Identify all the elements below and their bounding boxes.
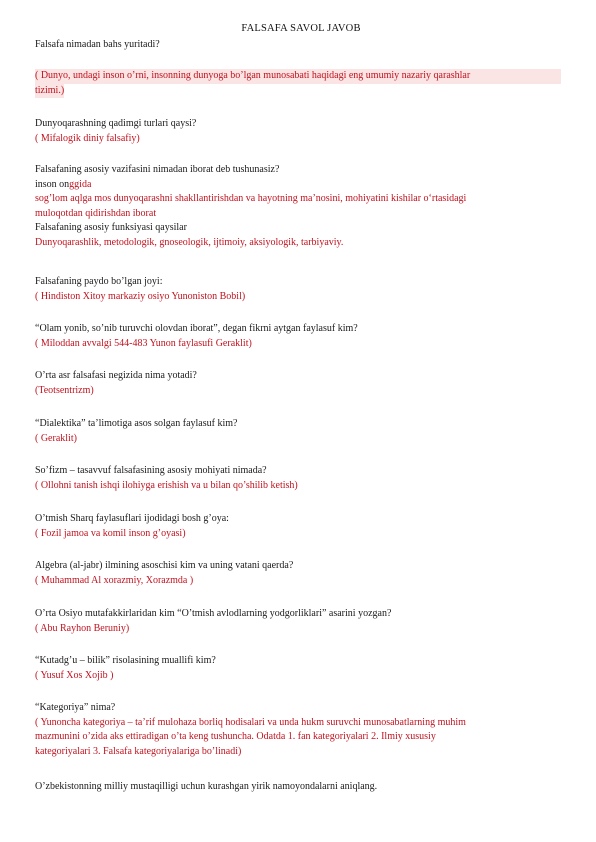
answer-text: tizimi.): [35, 84, 64, 99]
qa-item-10: [35, 512, 561, 541]
question-text: “Olam yonib, so’nib turuvchi olovdan iborat”, degan fikrni aytgan faylasuf kim?: [35, 323, 358, 334]
question-text: O’rta asr falsafasi negizida nima yotadi?: [35, 370, 197, 381]
qa-item-5: [35, 275, 561, 304]
answer-text: ( Abu Rayhon Beruniy): [35, 622, 130, 634]
qa-item-7: [35, 369, 561, 398]
qa-item-12: [35, 607, 561, 636]
question-text: “Dialektika” ta’limotiga asos solgan faylasuf kim?: [35, 418, 238, 429]
answer-text: Dunyoqarashlik, metodologik, gnoseologik, ijtimoiy, aksiyologik, tarbiyaviy.: [35, 236, 344, 248]
question-text: Falsafaning asosiy vazifasini nimadan iborat deb tushunasiz?: [35, 164, 280, 175]
answer-text: mazmunini o’zida aks ettiradigan o’ta keng tushuncha. Odatda 1. fan kategoriyalari 2. Ilmiy xususiy: [35, 731, 436, 742]
answer-text: ( Geraklit): [35, 432, 77, 444]
qa-item-13: [35, 654, 561, 683]
answer-text: ( Muhammad Al xorazmiy, Xorazmda ): [35, 574, 194, 586]
question-text: Falsafa nimadan bahs yuritadi?: [35, 39, 160, 50]
document-title: FALSAFA SAVOL JAVOB: [241, 23, 361, 34]
qa-item-14: [35, 701, 561, 759]
question-text: O’zbekistonning milliy mustaqilligi uchun kurashgan yirik namoyondalarni aniqlang.: [35, 781, 378, 792]
question-text: Falsafaning paydo bo’lgan joyi:: [35, 276, 163, 287]
qa-item-3: [35, 163, 561, 250]
qa-item-6: [35, 322, 561, 351]
qa-item-1-answer: [35, 69, 561, 98]
question-text: Dunyoqarashning qadimgi turlari qaysi?: [35, 118, 197, 129]
question-text: O’tmish Sharq faylasuflari ijodidagi bosh g’oya:: [35, 513, 229, 524]
qa-item-11: [35, 559, 561, 588]
answer-text: ( Fozil jamoa va komil inson g’oyasi): [35, 527, 186, 539]
qa-item-2: [35, 117, 561, 146]
answer-text: ggida: [69, 178, 92, 190]
answer-text: kategoriyalari 3. Falsafa kategoriyalariga bo’linadi): [35, 745, 242, 757]
answer-text: muloqotdan qidirishdan iborat: [35, 207, 157, 219]
answer-text: (Teotsentrizm): [35, 384, 94, 396]
answer-text: sog’lom aqlga mos dunyoqarashni shakllantirishdan va hayotning ma’nosini, mohiyatini kishilar oʻrtasidagi: [35, 193, 467, 204]
answer-text: ( Mifalogik diniy falsafiy): [35, 132, 140, 144]
qa-item-1: [35, 38, 561, 53]
question-text: “Kategoriya” nima?: [35, 702, 116, 713]
question-text: Falsafaning asosiy funksiyasi qaysilar: [35, 222, 187, 233]
answer-text: ( Yusuf Xos Xojib ): [35, 669, 114, 681]
question-text: O’rta Osiyo mutafakkirlaridan kim “O’tmish avlodlarning yodgorliklari” asarini yozgan?: [35, 608, 392, 619]
answer-text: ( Ollohni tanish ishqi ilohiyga erishish va u bilan qo’shilib ketish): [35, 479, 298, 491]
qa-item-15: [35, 780, 561, 795]
answer-text: ( Miloddan avvalgi 544-483 Yunon faylasufi Geraklit): [35, 337, 252, 349]
qa-item-9: [35, 464, 561, 493]
question-text: “Kutadg’u – bilik” risolasining muallifi kim?: [35, 655, 216, 666]
question-text: So’fizm – tasavvuf falsafasining asosiy mohiyati nimada?: [35, 465, 267, 476]
answer-text: ( Hindiston Xitoy markaziy osiyo Yunoniston Bobil): [35, 290, 246, 302]
question-text: Algebra (al-jabr) ilmining asoschisi kim va uning vatani qaerda?: [35, 560, 294, 571]
answer-text: ( Dunyo, undagi inson o’rni, insonning dunyoga bo’lgan munosabati haqidagi eng umumiy nazariy qarashlar: [35, 69, 561, 84]
answer-text: ( Yunoncha kategoriya – ta’rif mulohaza borliq hodisalari va unda hukm suruvchi munosabatlarning muhim: [35, 716, 466, 728]
qa-item-8: [35, 417, 561, 446]
question-text: inson on: [35, 178, 70, 190]
